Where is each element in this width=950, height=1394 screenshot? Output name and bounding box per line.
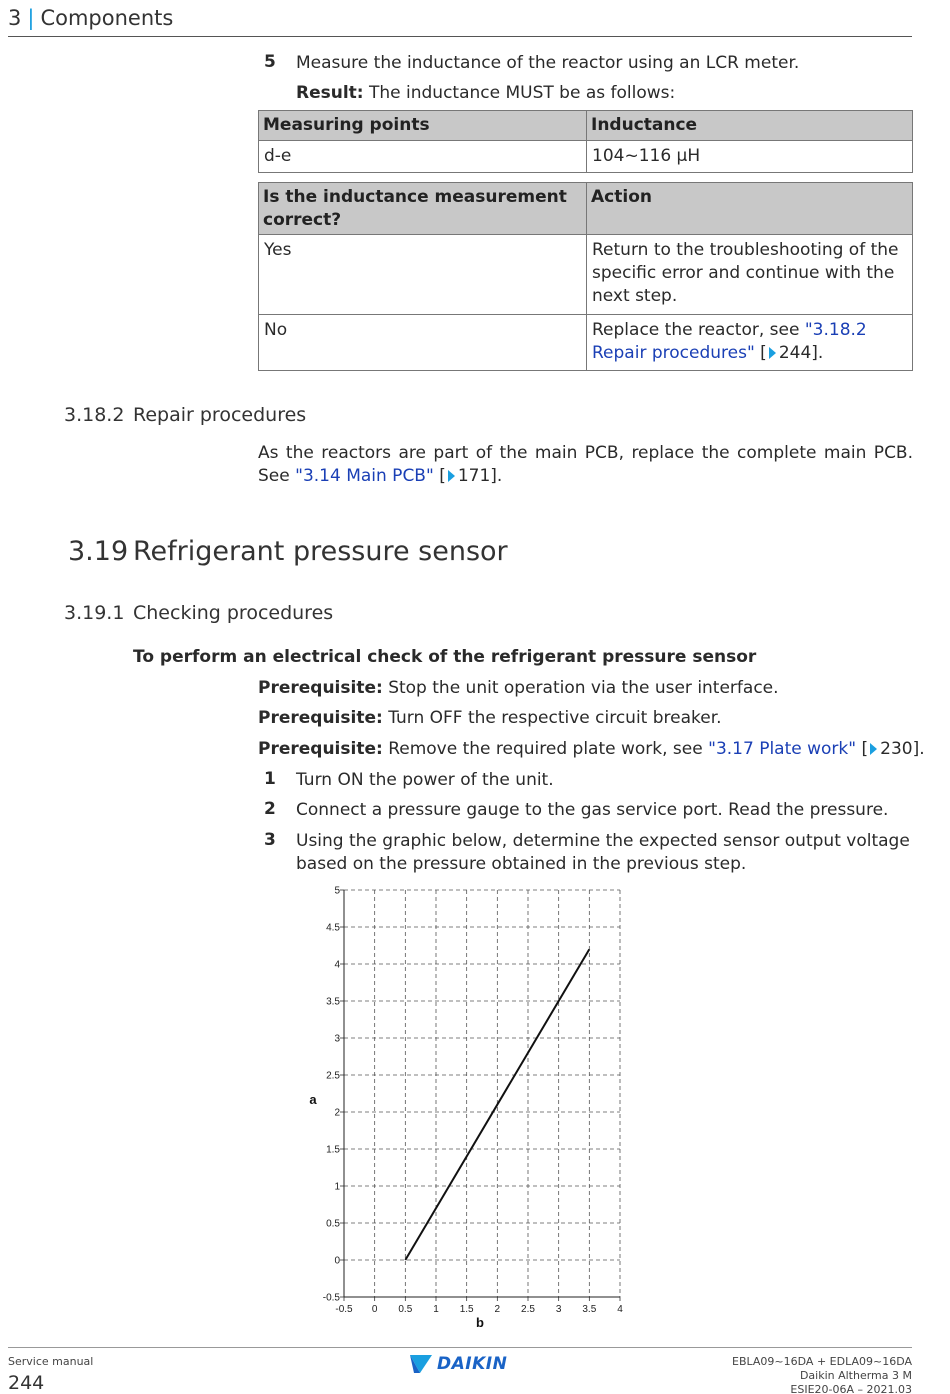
procedure-heading: To perform an electrical check of the refrigerant pressure sensor [133, 647, 757, 667]
prerequisite-label: Prerequisite: [258, 678, 383, 698]
y-tick-label: 1 [334, 1181, 340, 1193]
prerequisite-text: Stop the unit operation via the user interface. [382, 678, 779, 698]
result-line [296, 82, 912, 105]
prerequisite-1 [258, 677, 779, 700]
result-label: Result: [296, 83, 364, 103]
y-tick-label: 4 [334, 959, 340, 971]
chapter-header [8, 6, 173, 30]
repair-procedures-link[interactable]: "3.18.2 Repair procedures" [592, 320, 867, 363]
step-number: 3 [264, 830, 276, 850]
page-ref: 171]. [457, 466, 503, 486]
prerequisite-label: Prerequisite: [258, 708, 383, 728]
page-pointer-icon [870, 743, 877, 755]
step-text: Using the graphic below, determine the expected sensor output voltage based on the pressure obtained in the previous step. [296, 831, 910, 874]
daikin-logo-icon [408, 1353, 434, 1375]
table-cell [587, 315, 913, 371]
y-tick-labels [323, 886, 341, 1304]
repair-paragraph [258, 442, 913, 488]
table-row [259, 315, 913, 371]
prerequisite-2 [258, 707, 722, 730]
main-pcb-link[interactable]: "3.14 Main PCB" [295, 466, 434, 486]
sensor-voltage-chart [300, 878, 630, 1333]
table-header-cell: Inductance [587, 111, 913, 141]
chart-grid [344, 890, 620, 1297]
result-text: The inductance MUST be as follows: [363, 83, 676, 103]
section-number: 3.19 [68, 536, 129, 567]
action-text: Replace the reactor, see [592, 320, 805, 340]
chart-axes [340, 890, 620, 1301]
y-tick-label: 3 [334, 1033, 340, 1045]
prerequisite-label: Prerequisite: [258, 739, 383, 759]
chapter-separator: | [27, 6, 35, 30]
x-tick-label: 3.5 [582, 1304, 597, 1315]
repair-text: As the reactors are part of the main PCB, replace the complete main PCB. See [258, 443, 913, 486]
y-tick-label: 1.5 [326, 1144, 340, 1156]
footer-models: EBLA09~16DA + EDLA09~16DA [732, 1355, 912, 1368]
page-ref: 244]. [778, 343, 824, 363]
plate-work-link[interactable]: "3.17 Plate work" [708, 739, 857, 759]
x-tick-label: 0 [371, 1304, 378, 1315]
table-row [259, 141, 913, 173]
table-header-cell: Action [587, 183, 913, 235]
table-header-row [259, 183, 913, 235]
step-number: 5 [264, 52, 276, 72]
header-rule [8, 36, 912, 37]
prerequisite-3 [258, 738, 925, 761]
chapter-number: 3 [8, 6, 22, 30]
bracket-open: [ [856, 739, 869, 759]
x-tick-label: 0.5 [398, 1304, 413, 1315]
section-title: Refrigerant pressure sensor [133, 536, 508, 567]
y-tick-label: 4.5 [326, 922, 340, 934]
footer-product: Daikin Altherma 3 M [799, 1369, 912, 1382]
y-tick-label: 5 [334, 885, 340, 897]
table-header-cell: Measuring points [259, 111, 587, 141]
footer-rule [8, 1347, 912, 1348]
bracket-open: [ [433, 466, 446, 486]
table-header-row [259, 111, 913, 141]
x-tick-label: 1.5 [459, 1304, 474, 1315]
x-tick-labels [335, 1304, 623, 1315]
y-tick-label: 2.5 [326, 1070, 340, 1082]
brand-name: DAIKIN [437, 1354, 508, 1374]
prerequisite-text: Remove the required plate work, see [382, 739, 709, 759]
daikin-logo [408, 1352, 507, 1376]
y-tick-label: 2 [334, 1107, 340, 1119]
step-number: 2 [264, 799, 276, 819]
table-cell: d-e [259, 141, 587, 173]
table-cell: No [259, 315, 587, 371]
x-tick-label: 4 [617, 1304, 623, 1315]
step-text: Turn ON the power of the unit. [296, 770, 554, 790]
x-tick-label: 2.5 [521, 1304, 535, 1315]
footer-doc-code: ESIE20-06A – 2021.03 [790, 1383, 912, 1394]
y-tick-label: 0 [334, 1255, 340, 1267]
x-tick-label: 1 [433, 1304, 439, 1315]
page-pointer-icon [769, 347, 776, 359]
step-number: 1 [264, 769, 276, 789]
page-ref: 230]. [880, 739, 925, 759]
decision-table [258, 182, 913, 371]
subsection-title: Checking procedures [133, 602, 334, 624]
x-tick-label: 3 [555, 1304, 562, 1315]
y-tick-label: 3.5 [326, 996, 340, 1008]
y-tick-label: -0.5 [322, 1292, 340, 1304]
inductance-table [258, 110, 913, 173]
x-tick-label: -0.5 [335, 1304, 353, 1315]
page-number: 244 [8, 1372, 45, 1394]
x-tick-label: 2 [494, 1304, 501, 1315]
page-pointer-icon [448, 470, 455, 482]
table-cell: Return to the troubleshooting of the specific error and continue with the next step. [587, 235, 913, 315]
doc-type: Service manual [8, 1355, 94, 1368]
step-text: Connect a pressure gauge to the gas service port. Read the pressure. [296, 800, 889, 820]
x-axis-label: b [476, 1315, 484, 1330]
bracket-open: [ [754, 343, 767, 363]
y-tick-label: 0.5 [326, 1218, 340, 1230]
step-text: Measure the inductance of the reactor using an LCR meter. [296, 53, 800, 73]
table-row [259, 235, 913, 315]
subsection-number: 3.18.2 [64, 404, 125, 426]
subsection-number: 3.19.1 [64, 602, 125, 624]
subsection-title: Repair procedures [133, 404, 307, 426]
table-cell: 104~116 µH [587, 141, 913, 173]
y-axis-label: a [309, 1092, 317, 1107]
prerequisite-text: Turn OFF the respective circuit breaker. [382, 708, 722, 728]
table-cell: Yes [259, 235, 587, 315]
table-header-cell: Is the inductance measurement correct? [259, 183, 587, 235]
chapter-title: Components [40, 6, 174, 30]
